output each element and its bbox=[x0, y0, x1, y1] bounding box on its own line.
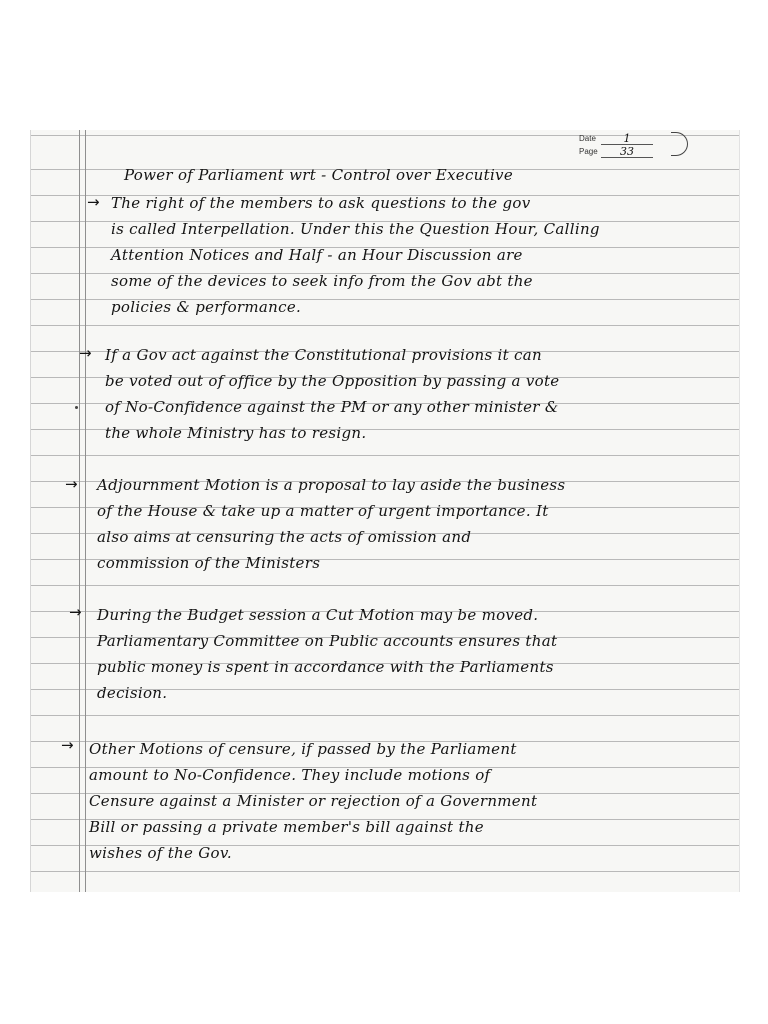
page-title: Power of Parliament wrt - Control over Executive bbox=[124, 166, 513, 184]
bullet-arrow-icon: → bbox=[69, 603, 82, 621]
note-line: During the Budget session a Cut Motion may be moved. bbox=[97, 606, 539, 624]
date-value: 1 bbox=[601, 133, 653, 145]
margin-dot bbox=[75, 406, 78, 409]
date-box-hook-icon bbox=[671, 132, 688, 156]
note-line: Attention Notices and Half - an Hour Discussion are bbox=[111, 246, 523, 264]
note-line: Bill or passing a private member's bill against the bbox=[89, 818, 484, 836]
page-label: Page bbox=[579, 147, 598, 156]
note-line: amount to No-Confidence. They include motions of bbox=[89, 766, 491, 784]
note-line: also aims at censuring the acts of omission and bbox=[97, 528, 472, 546]
page-number: 33 bbox=[601, 146, 653, 158]
note-line: Censure against a Minister or rejection of a Government bbox=[89, 792, 538, 810]
note-line: is called Interpellation. Under this the Question Hour, Calling bbox=[111, 220, 600, 238]
bullet-arrow-icon: → bbox=[61, 736, 74, 754]
note-line: some of the devices to seek info from the Gov abt the bbox=[111, 272, 533, 290]
note-line: Parliamentary Committee on Public accounts ensures that bbox=[97, 632, 558, 650]
note-line: Other Motions of censure, if passed by the Parliament bbox=[89, 740, 517, 758]
date-page-box bbox=[579, 132, 683, 162]
date-label: Date bbox=[579, 134, 596, 143]
bullet-arrow-icon: → bbox=[65, 475, 78, 493]
note-line: of No-Confidence against the PM or any other minister & bbox=[105, 398, 559, 416]
note-line: policies & performance. bbox=[111, 298, 302, 316]
note-line: Adjournment Motion is a proposal to lay aside the business bbox=[97, 476, 566, 494]
note-line: wishes of the Gov. bbox=[89, 844, 232, 862]
note-line: be voted out of office by the Opposition by passing a vote bbox=[105, 372, 560, 390]
bullet-arrow-icon: → bbox=[79, 344, 92, 362]
margin-line bbox=[85, 130, 86, 892]
note-line: the whole Ministry has to resign. bbox=[105, 424, 367, 442]
margin-line bbox=[79, 130, 80, 892]
note-line: decision. bbox=[97, 684, 168, 702]
note-line: If a Gov act against the Constitutional provisions it can bbox=[105, 346, 542, 364]
note-line: public money is spent in accordance with the Parliaments bbox=[97, 658, 554, 676]
note-line: The right of the members to ask questions to the gov bbox=[111, 194, 531, 212]
note-line: commission of the Ministers bbox=[97, 554, 321, 572]
notebook-page bbox=[30, 130, 740, 892]
note-line: of the House & take up a matter of urgent importance. It bbox=[97, 502, 549, 520]
bullet-arrow-icon: → bbox=[87, 193, 100, 211]
